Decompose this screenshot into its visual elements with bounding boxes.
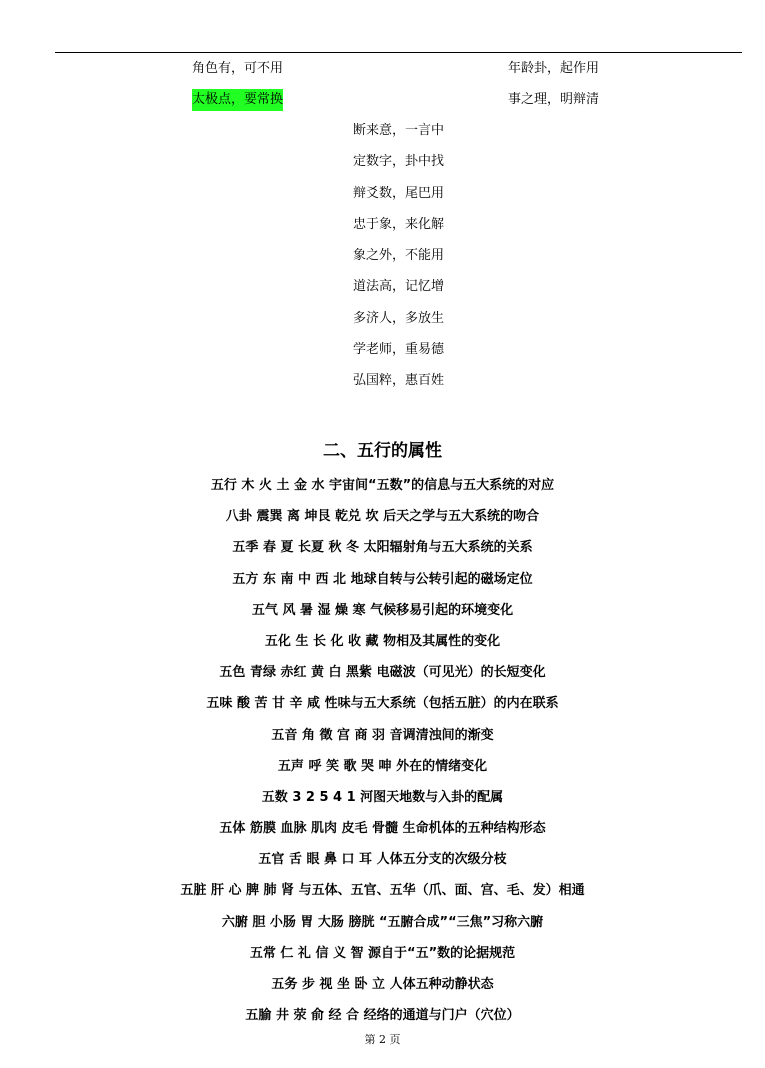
attribute-row: 五务 步 视 坐 卧 立 人体五种动静状态 [271,977,494,992]
verse-line: 道法高，记忆增 [352,279,444,295]
verse-right: 事之理，明辩清 [508,92,600,107]
section-heading: 二、五行的属性 [323,441,442,461]
attribute-row: 五色 青绿 赤红 黄 白 黑紫 电磁波（可见光）的长短变化 [219,665,546,681]
verse-line: 断来意，一言中 [352,123,444,138]
attribute-row: 五腧 井 荥 俞 经 合 经络的通道与门户（穴位） [245,1008,520,1024]
verse-right: 年龄卦，起作用 [508,61,600,76]
attribute-row: 五行 木 火 土 金 水 宇宙间“五数”的信息与五大系统的对应 [210,478,555,493]
page-number: 第 2 页 [364,1033,401,1046]
attribute-row: 八卦 震巽 离 坤艮 乾兑 坎 后天之学与五大系统的吻合 [225,509,540,525]
attribute-row: 五官 舌 眼 鼻 口 耳 人体五分支的次级分枝 [258,852,507,868]
verse-line: 学老师，重易德 [352,342,444,358]
attribute-row: 五音 角 徵 宫 商 羽 音调清浊间的渐变 [271,727,494,743]
verse-line: 定数字，卦中找 [352,154,444,170]
header-rule [55,52,742,53]
attribute-row: 五常 仁 礼 信 义 智 源自于“五”数的论据规范 [249,945,516,961]
verse-line: 忠于象，来化解 [352,216,444,232]
verse-line: 象之外，不能用 [352,248,444,264]
verse-list [0,120,765,402]
highlighted-verse: 太极点，要常换 [192,89,283,111]
attribute-row: 五脏 肝 心 脾 肺 肾 与五体、五官、五华（爪、面、宫、毛、发）相通 [180,883,585,899]
attribute-row: 六腑 胆 小肠 胃 大肠 膀胱 “五腑合成”“三焦”习称六腑 [221,914,544,930]
attribute-row: 五化 生 长 化 收 藏 物相及其属性的变化 [264,633,501,649]
verse-line: 弘国粹，惠百姓 [352,373,444,389]
verse-line: 多济人，多放生 [352,310,444,326]
attribute-row: 五季 春 夏 长夏 秋 冬 太阳辐射角与五大系统的关系 [232,540,533,556]
attribute-row: 五方 东 南 中 西 北 地球自转与公转引起的磁场定位 [232,571,533,587]
verse-line: 辩爻数，尾巴用 [352,185,444,201]
attribute-row: 五声 呼 笑 歌 哭 呻 外在的情绪变化 [277,758,488,774]
verse-left: 角色有，可不用 [192,61,284,76]
attribute-row: 五体 筋膜 血脉 肌肉 皮毛 骨髓 生命机体的五种结构形态 [219,821,546,837]
attribute-row: 五味 酸 苦 甘 辛 咸 性味与五大系统（包括五脏）的内在联系 [206,696,559,712]
attribute-row: 五气 风 暑 湿 燥 寒 气候移易引起的环境变化 [251,602,514,618]
verse-pair-row [0,89,765,111]
five-elements-attribute-table [0,474,765,1035]
verse-pair-row [0,58,765,80]
attribute-row: 五数 3 2 5 4 1 河图天地数与入卦的配属 [261,789,504,805]
